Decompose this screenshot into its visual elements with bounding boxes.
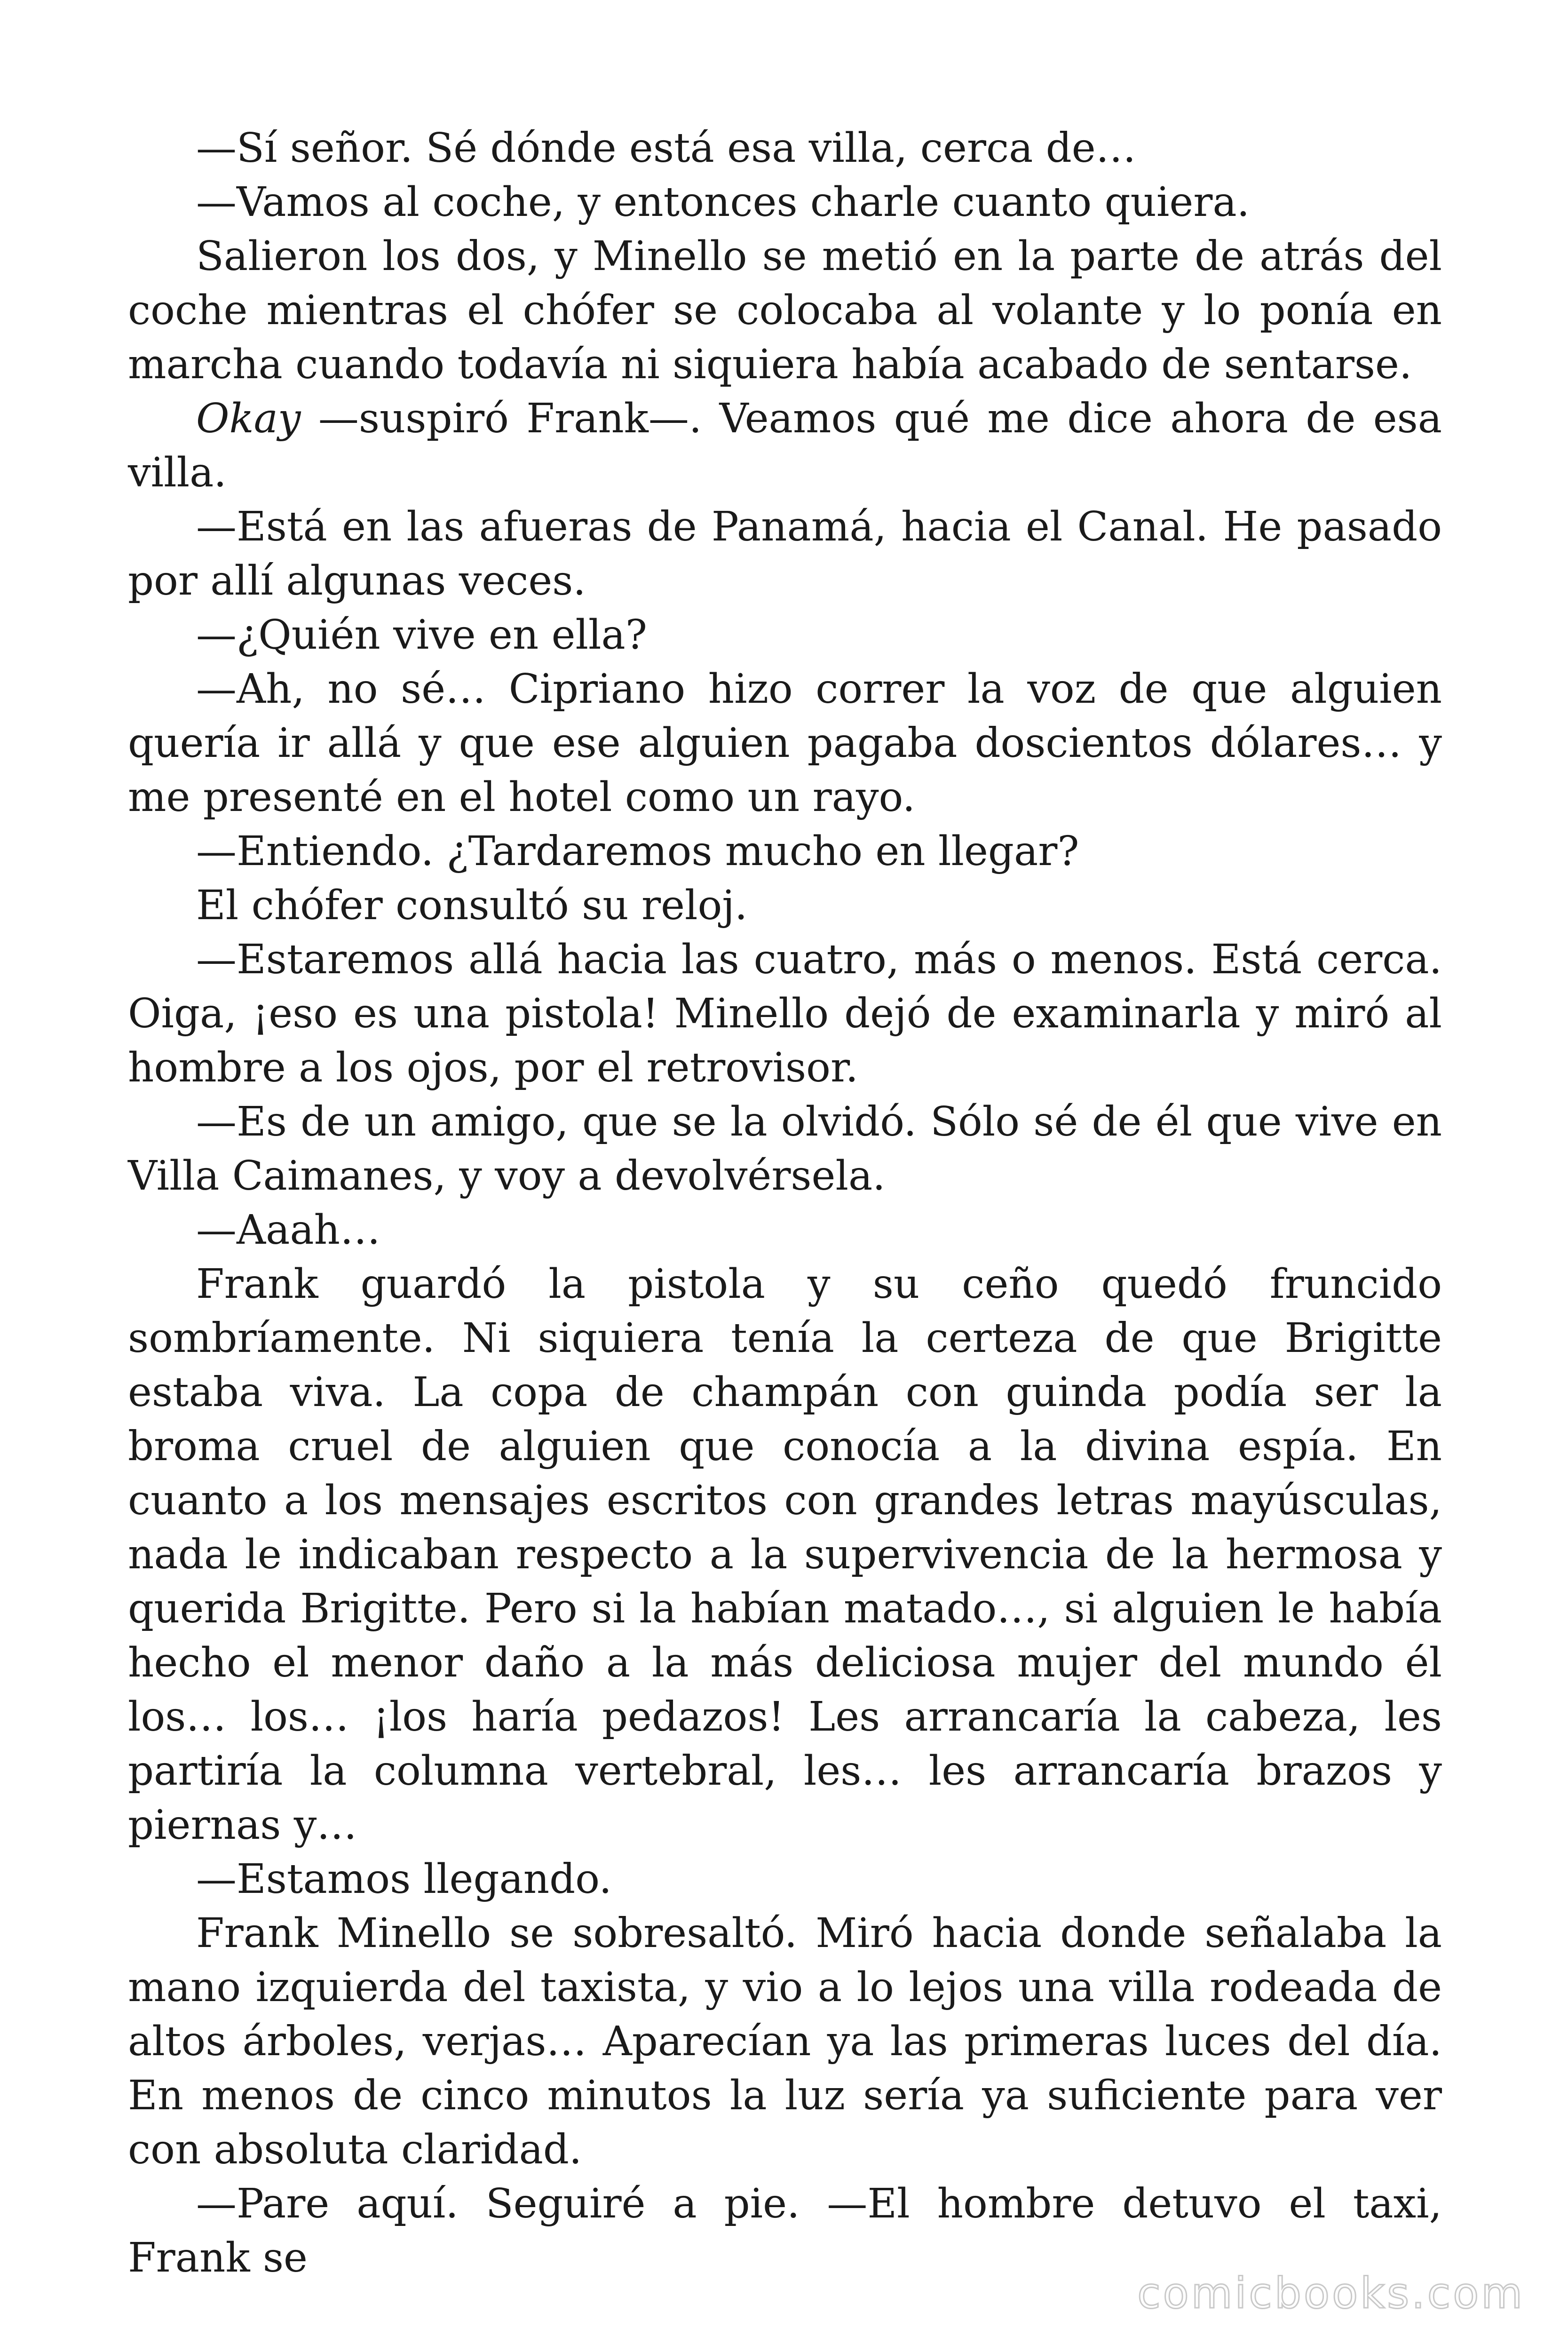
paragraph-15: Frank Minello se sobresaltó. Miró hacia donde señalaba la mano izquierda del taxista, y vio a lo lejos una villa rodeada de altos árboles, verjas… Aparecían ya las primeras luces del día. En menos de cinco minutos la luz sería ya suficiente para ver con absoluta claridad.	[128, 1910, 1442, 2173]
paragraph-8: —Entiendo. ¿Tardaremos mucho en llegar?	[196, 828, 1079, 875]
paragraph-6: —¿Quién vive en ella?	[196, 612, 647, 659]
paragraph-2: —Vamos al coche, y entonces charle cuanto quiera.	[196, 179, 1250, 226]
paragraph-14: —Estamos llegando.	[196, 1856, 612, 1903]
paragraph-10: —Estaremos allá hacia las cuatro, más o menos. Está cerca. Oiga, ¡eso es una pistola! Minello dejó de examinarla y miró al hombre a los ojos, por el retrovisor.	[128, 936, 1442, 1091]
paragraph-1: —Sí señor. Sé dónde está esa villa, cerca de…	[196, 125, 1136, 172]
italic-word: Okay	[196, 395, 301, 442]
paragraph-16: —Pare aquí. Seguiré a pie. —El hombre detuvo el taxi, Frank se	[128, 2180, 1442, 2281]
watermark: comicbooks.com	[1137, 2269, 1525, 2318]
paragraph-7: —Ah, no sé… Cipriano hizo correr la voz de que alguien quería ir allá y que ese alguien pagaba doscientos dólares… y me presenté en el hotel como un rayo.	[128, 666, 1442, 821]
paragraph-12: —Aaah…	[196, 1207, 381, 1254]
paragraph-9: El chófer consultó su reloj.	[196, 882, 748, 929]
paragraph-13: Frank guardó la pistola y su ceño quedó fruncido sombríamente. Ni siquiera tenía la certeza de que Brigitte estaba viva. La copa de champán con guinda podía ser la broma cruel de alguien que conocía a la divina espía. En cuanto a los mensajes escritos con grandes letras mayúsculas, nada le indicaban respecto a la supervivencia de la hermosa y querida Brigitte. Pero si la habían matado…, si alguien le había hecho el menor daño a la más deliciosa mujer del mundo él los… los… ¡los haría pedazos! Les arrancaría la cabeza, les partiría la columna vertebral, les… les arrancaría brazos y piernas y…	[128, 1261, 1442, 1849]
paragraph-11: —Es de un amigo, que se la olvidó. Sólo sé de él que vive en Villa Caimanes, y voy a devolvérsela.	[128, 1098, 1442, 1200]
body-text	[128, 121, 1442, 2285]
paragraph-4: Okay —suspiró Frank—. Veamos qué me dice ahora de esa villa.	[128, 395, 1442, 496]
paragraph-3: Salieron los dos, y Minello se metió en la parte de atrás del coche mientras el chófer se colocaba al volante y lo ponía en marcha cuando todavía ni siquiera había acabado de sentarse.	[128, 233, 1442, 388]
paragraph-5: —Está en las afueras de Panamá, hacia el Canal. He pasado por allí algunas veces.	[128, 503, 1442, 604]
